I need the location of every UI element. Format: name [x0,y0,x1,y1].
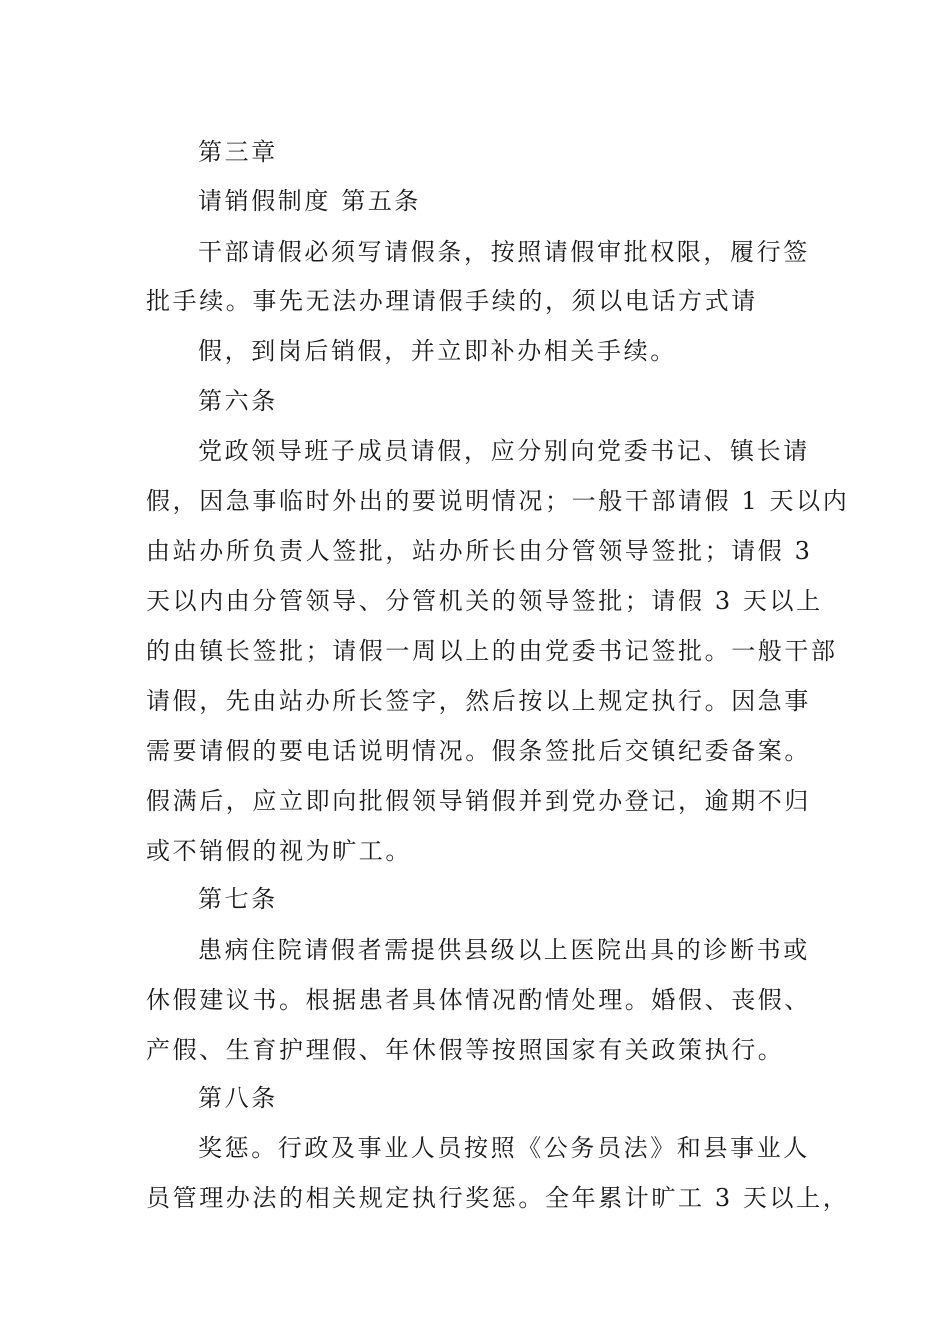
paragraph-line: 天以内由分管领导、分管机关的领导签批；请假 3 天以上 [146,587,823,615]
paragraph-line: 假，到岗后销假，并立即补办相关手续。 [198,337,677,365]
paragraph-line: 批手续。事先无法办理请假手续的，须以电话方式请 [146,287,758,315]
article-heading: 第七条 [198,885,278,913]
section-heading: 请销假制度 第五条 [198,187,422,215]
paragraph-line: 患病住院请假者需提供县级以上医院出具的诊断书或 [198,936,810,964]
paragraph-line: 或不销假的视为旷工。 [146,837,412,865]
paragraph-line: 奖惩。行政及事业人员按照《公务员法》和县事业人 [198,1134,810,1162]
paragraph-line: 请假，先由站办所长签字，然后按以上规定执行。因急事 [146,687,811,715]
article-heading: 第八条 [198,1084,278,1112]
paragraph-line: 假，因急事临时外出的要说明情况；一般干部请假 1 天以内 [146,487,850,515]
paragraph-line: 需要请假的要电话说明情况。假条签批后交镇纪委备案。 [146,737,811,765]
paragraph-line: 员管理办法的相关规定执行奖惩。全年累计旷工 3 天以上， [146,1184,850,1212]
paragraph-line: 由站办所负责人签批，站办所长由分管领导签批；请假 3 [146,537,813,565]
chapter-heading: 第三章 [198,138,278,166]
paragraph-line: 干部请假必须写请假条，按照请假审批权限，履行签 [198,238,810,266]
paragraph-line: 产假、生育护理假、年休假等按照国家有关政策执行。 [146,1036,785,1064]
paragraph-line: 党政领导班子成员请假，应分别向党委书记、镇长请 [198,437,810,465]
paragraph-line: 假满后，应立即向批假领导销假并到党办登记，逾期不归 [146,787,811,815]
article-heading: 第六条 [198,387,278,415]
paragraph-line: 的由镇长签批；请假一周以上的由党委书记签批。一般干部 [146,637,838,665]
paragraph-line: 休假建议书。根据患者具体情况酌情处理。婚假、丧假、 [146,986,811,1014]
